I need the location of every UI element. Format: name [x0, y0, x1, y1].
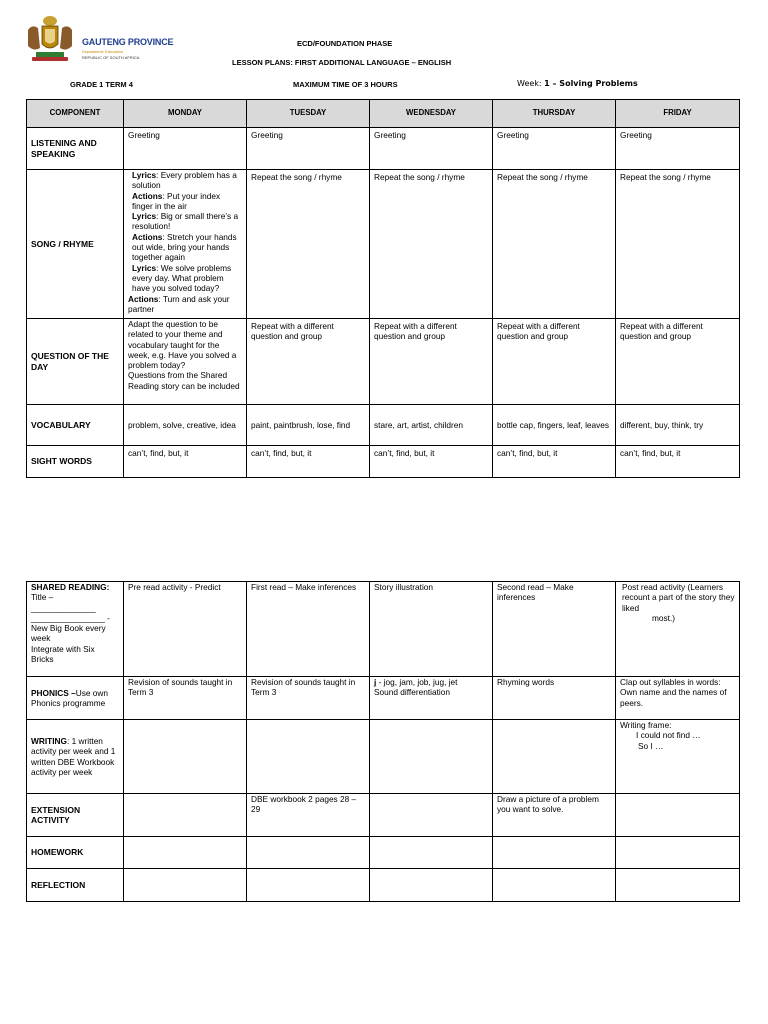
cell: Repeat with a different question and group [493, 319, 616, 405]
cell: Repeat the song / rhyme [493, 170, 616, 319]
shared-line: ______________ [31, 602, 96, 613]
cell: can’t, find, but, it [370, 446, 493, 478]
cell [370, 720, 493, 794]
cell [247, 837, 370, 869]
row-label-sight-words: SIGHT WORDS [27, 446, 124, 478]
cell: bottle cap, fingers, leaf, leaves [493, 405, 616, 446]
shared-line: New Big Book every week [31, 623, 106, 644]
shared-line: Title – [31, 592, 54, 603]
cell: different, buy, think, try [616, 405, 740, 446]
lesson-table-top [26, 99, 740, 478]
lyric-text: : Big or small there’s a resolution! [132, 211, 239, 232]
row-vocabulary [27, 405, 740, 446]
col-wednesday: WEDNESDAY [370, 100, 493, 128]
country-name: REPUBLIC OF SOUTH AFRICA [82, 55, 140, 60]
cell [124, 794, 247, 837]
phonics-letter: j [374, 677, 377, 687]
cell: can’t, find, but, it [493, 446, 616, 478]
cell: Repeat the song / rhyme [370, 170, 493, 319]
cell: Greeting [493, 128, 616, 170]
lyric-text: : Every problem has a solution [132, 170, 237, 191]
cell: Revision of sounds taught in Term 3 [247, 677, 370, 720]
cell: can’t, find, but, it [616, 446, 740, 478]
cell: can’t, find, but, it [124, 446, 247, 478]
col-tuesday: TUESDAY [247, 100, 370, 128]
row-label-song: SONG / RHYME [27, 170, 124, 319]
writing-frame-line: So I … [638, 740, 664, 751]
cell: Revision of sounds taught in Term 3 [124, 677, 247, 720]
cell [370, 837, 493, 869]
cell: Repeat with a different question and group [370, 319, 493, 405]
song-lyrics-cell [124, 170, 247, 319]
header-row [27, 100, 740, 128]
row-label-extension: EXTENSION ACTIVITY [27, 794, 124, 837]
row-label-question: QUESTION OF THE DAY [27, 319, 124, 405]
post-read-text: Post read activity (Learners recount a part of the story they liked [622, 582, 735, 613]
lyric-key: Lyrics [132, 211, 157, 222]
col-thursday: THURSDAY [493, 100, 616, 128]
action-text: : Turn and ask your partner [128, 293, 230, 314]
cell: DBE workbook 2 pages 28 – 29 [247, 794, 370, 837]
cell [616, 869, 740, 902]
action-text: : Put your index finger in the air [132, 190, 221, 211]
row-label-writing [27, 720, 124, 794]
row-label-listening: LISTENING AND SPEAKING [27, 128, 124, 170]
col-friday: FRIDAY [616, 100, 740, 128]
phonics-line2: Sound differentiation [374, 687, 450, 698]
cell: Repeat the song / rhyme [247, 170, 370, 319]
cell [247, 720, 370, 794]
cell [124, 720, 247, 794]
phonics-words: - jog, jam, job, jug, jet [376, 677, 458, 687]
shared-line: Integrate with Six Bricks [31, 643, 95, 665]
phonics-label: PHONICS – [31, 687, 76, 698]
action-key: Actions [128, 293, 159, 304]
cell: Repeat the song / rhyme [616, 170, 740, 319]
cell: Story illustration [370, 582, 493, 677]
cell: Draw a picture of a problem you want to solve. [493, 794, 616, 837]
writing-label: WRITING [31, 735, 67, 746]
lesson-table-bottom [26, 581, 740, 902]
row-writing [27, 720, 740, 794]
row-phonics [27, 677, 740, 720]
plan-title: LESSON PLANS: FIRST ADDITIONAL LANGUAGE – ENGLISH [232, 58, 452, 67]
cell [124, 869, 247, 902]
cell: Greeting [124, 128, 247, 170]
post-read-text: most.) [652, 612, 676, 623]
coat-of-arms-icon [22, 14, 78, 64]
writing-frame-line: I could not find … [636, 730, 701, 741]
row-reflection [27, 869, 740, 902]
shared-friday-cell [616, 582, 740, 677]
dept-name: Department: Education [82, 49, 123, 54]
row-sight-words [27, 446, 740, 478]
gauteng-logo [22, 14, 172, 66]
row-label-shared-reading [27, 582, 124, 677]
writing-friday-cell [616, 720, 740, 794]
cell [493, 720, 616, 794]
question-text: Questions from the Shared Reading story can be included [128, 370, 240, 391]
row-label-homework: HOMEWORK [27, 837, 124, 869]
row-label-reflection: REFLECTION [27, 869, 124, 902]
action-key: Actions [132, 231, 163, 242]
row-shared-reading [27, 582, 740, 677]
phonics-label-rest: Use own Phonics programme [31, 687, 109, 708]
row-label-phonics [27, 677, 124, 720]
writing-frame-title: Writing frame: [620, 720, 672, 730]
cell: Repeat with a different question and group [616, 319, 740, 405]
writing-label-rest: : 1 written activity per week and 1 written DBE Workbook activity per week [31, 735, 116, 777]
cell: Repeat with a different question and group [247, 319, 370, 405]
cell: Greeting [247, 128, 370, 170]
cell [616, 794, 740, 837]
lyric-key: Lyrics [132, 170, 157, 180]
max-time: MAXIMUM TIME OF 3 HOURS [293, 80, 398, 89]
cell [493, 837, 616, 869]
week-title [517, 79, 638, 88]
org-name: GAUTENG PROVINCE [82, 37, 174, 47]
shared-line: ________________ - [31, 612, 110, 623]
shared-label: SHARED READING: [31, 582, 110, 592]
cell [616, 837, 740, 869]
row-homework [27, 837, 740, 869]
cell: Greeting [616, 128, 740, 170]
row-extension [27, 794, 740, 837]
cell: paint, paintbrush, lose, find [247, 405, 370, 446]
cell: Second read – Make inferences [493, 582, 616, 677]
phase-title: ECD/FOUNDATION PHASE [297, 39, 393, 48]
action-key: Actions [132, 190, 163, 201]
lyric-text: : We solve problems every day. What problem have you solved today? [132, 262, 232, 294]
row-song [27, 170, 740, 319]
row-label-vocabulary: VOCABULARY [27, 405, 124, 446]
action-text: : Stretch your hands out wide, bring your hands together again [132, 231, 237, 263]
cell: Greeting [370, 128, 493, 170]
row-listening [27, 128, 740, 170]
cell: Pre read activity - Predict [124, 582, 247, 677]
cell [370, 794, 493, 837]
grade-term: GRADE 1 TERM 4 [70, 80, 133, 89]
cell [370, 869, 493, 902]
cell [124, 837, 247, 869]
question-text: Adapt the question to be related to your theme and vocabulary taught for the week, e.g. Have you solved a problem today? [128, 319, 237, 371]
lyric-key: Lyrics [132, 262, 157, 273]
cell: problem, solve, creative, idea [124, 405, 247, 446]
cell: First read – Make inferences [247, 582, 370, 677]
col-monday: MONDAY [124, 100, 247, 128]
row-question [27, 319, 740, 405]
phonics-wednesday-cell [370, 677, 493, 720]
cell [247, 869, 370, 902]
week-label: Week: [517, 79, 542, 88]
cell: stare, art, artist, children [370, 405, 493, 446]
cell: Rhyming words [493, 677, 616, 720]
cell: Clap out syllables in words: Own name and the names of peers. [616, 677, 740, 720]
cell [493, 869, 616, 902]
week-value: 1 – Solving Problems [544, 79, 638, 88]
cell: can’t, find, but, it [247, 446, 370, 478]
col-component: COMPONENT [27, 100, 124, 128]
question-monday-cell [124, 319, 247, 405]
